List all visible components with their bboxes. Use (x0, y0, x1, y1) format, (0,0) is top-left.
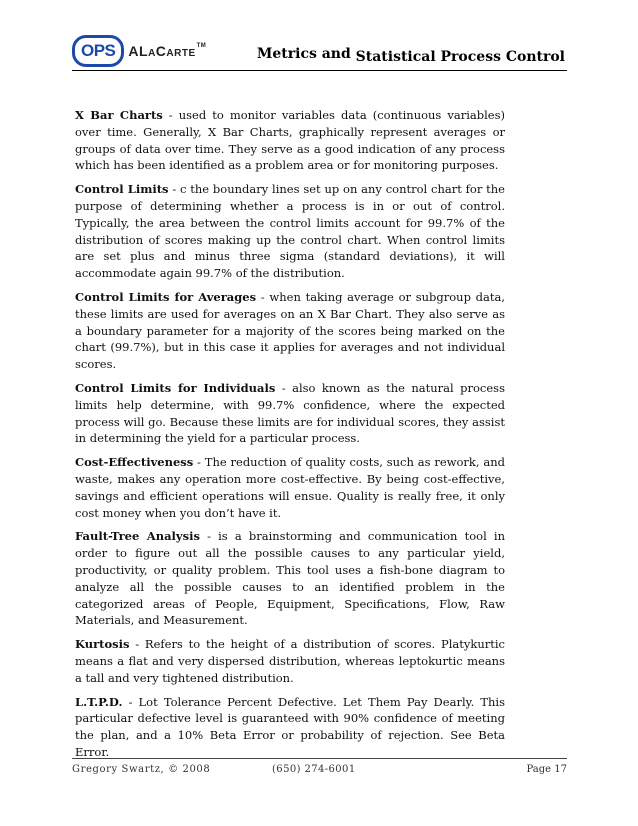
glossary-term: X Bar Charts (75, 108, 163, 122)
glossary-entry-ltpd (75, 694, 505, 761)
glossary-definition: - c the boundary lines set up on any control chart for the purpose of determining whether a process is in or out of control. Typically, the area between the control limits account for 99.7% of the distribution of scores making up the control chart. When control limits are set plus and minus three sigma (standard deviations), it will accommodate again 99.7% of the distribution. (75, 182, 505, 281)
glossary-term: L.T.P.D. (75, 694, 123, 709)
header-title (256, 46, 565, 65)
ops-alacarte-logo (72, 36, 206, 66)
glossary-definition: - Lot Tolerance Percent Defective. Let Them Pay Dearly. This particular defective level is guaranteed with 90% confidence of meeting the plan, and a 10% Beta Error or probability of rejection. See Beta Error. (75, 694, 505, 759)
footer-page-number: Page 17 (526, 764, 567, 775)
footer-author: Gregory Swartz, © 2008 (72, 764, 211, 775)
glossary-term: Kurtosis (75, 637, 130, 652)
page-footer (72, 764, 567, 778)
glossary-entry-cost-effectiveness (75, 454, 505, 521)
glossary-entry-kurtosis (75, 636, 505, 686)
glossary-definition: - Refers to the height of a distribution of scores. Platykurtic means a flat and very dispersed distribution, whereas leptokurtic means a tall and very tightened distribution. (75, 637, 505, 685)
glossary-term: Control Limits (75, 182, 169, 197)
logo-trademark: TM (196, 43, 207, 49)
logo-wordmark (128, 43, 206, 59)
glossary-content (75, 107, 505, 768)
header-rule (72, 70, 567, 71)
glossary-term: Fault-Tree Analysis (75, 529, 200, 544)
footer-phone: (650) 274-6001 (272, 764, 356, 775)
glossary-entry-control-limits-individuals (75, 380, 505, 447)
logo-wordmark-text: ALaCarte (128, 43, 196, 59)
glossary-definition: - also known as the natural process limits help determine, with 99.7% confidence, where the expected process will go. Because these limits are for individual scores, they assist in determining the yield for a particular process. (75, 380, 505, 446)
glossary-entry-control-limits-averages (75, 289, 505, 373)
glossary-definition: - is a brainstorming and communication tool in order to figure out all the possible causes to any particular yield, productivity, or quality problem. This tool uses a fish-bone diagram to analyze all the possible causes to an identified problem in the categorized areas of People, Equipment, Specifications, Flow, Raw Materials, and Measurement. (75, 529, 506, 628)
glossary-term: Cost-Effectiveness (75, 455, 194, 470)
glossary-definition: - The reduction of quality costs, such as rework, and waste, makes any operation more cost-effective. By being cost-effective, savings and efficient operations will ensue. Quality is really free, it only cost money when you don’t have it. (75, 455, 505, 520)
glossary-term: Control Limits for Individuals (75, 380, 276, 395)
footer-rule (72, 758, 567, 759)
glossary-entry-x-bar-charts (75, 107, 505, 174)
glossary-term: Control Limits for Averages (75, 289, 257, 304)
page-header (72, 34, 567, 74)
glossary-definition: - used to monitor variables data (continuous variables) over time. Generally, X Bar Charts, graphically represent averages or groups of data over time. They serve as a good indication of any process which has been identified as a problem area or for monitoring purposes. (75, 108, 505, 173)
header-title-part1: Metrics and (256, 46, 351, 62)
header-title-part2: Statistical Process Control (355, 49, 565, 65)
glossary-entry-fault-tree-analysis (75, 528, 505, 629)
glossary-definition: - when taking average or subgroup data, these limits are used for averages on an X Bar Chart. They also serve as a boundary parameter for a majority of the scores being marked on the chart (99.7%), but in this case it applies for averages and not individual scores. (75, 289, 506, 372)
logo-ops-mark: OPS (72, 35, 124, 67)
glossary-entry-control-limits (75, 181, 505, 282)
